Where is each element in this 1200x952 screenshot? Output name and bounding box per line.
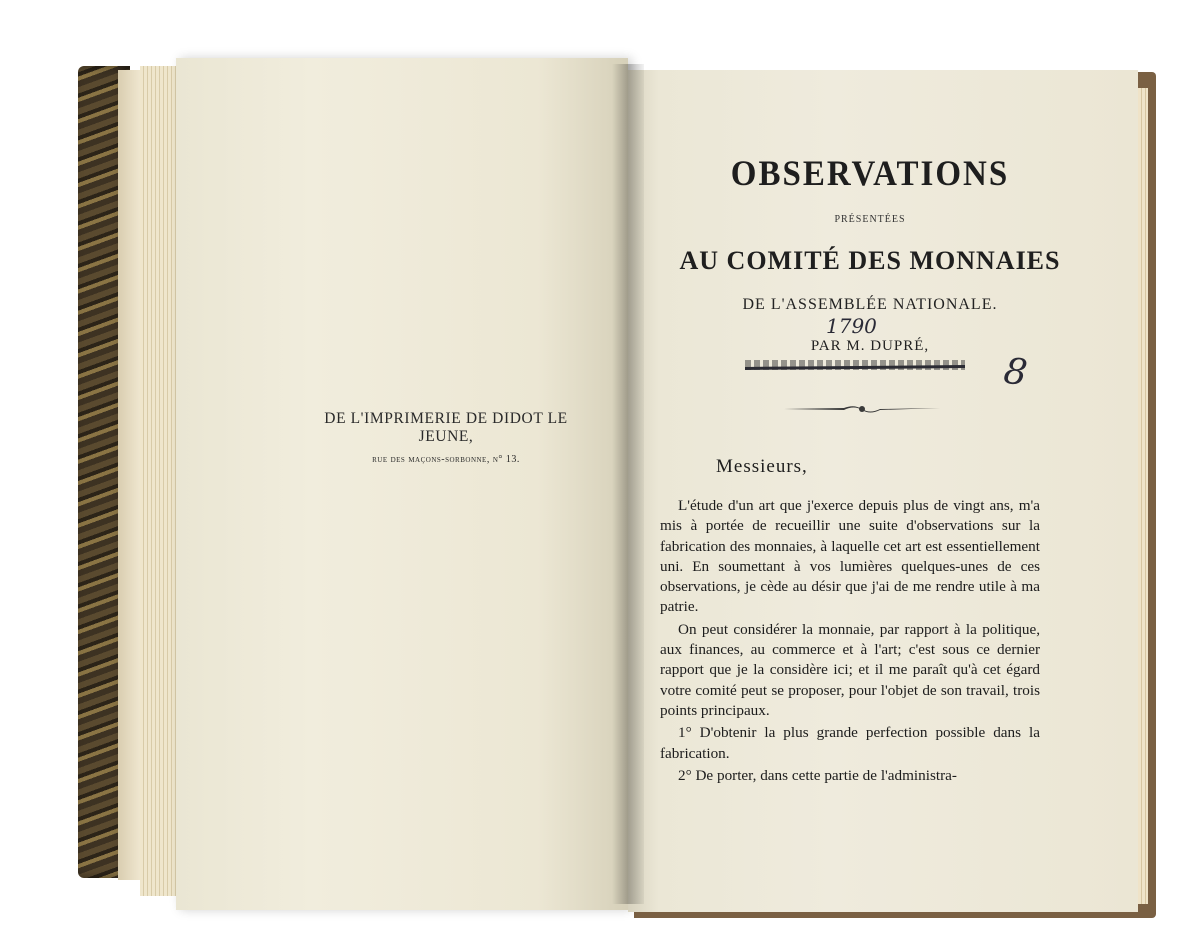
body-text — [660, 496, 1040, 786]
committee-heading: AU COMITÉ DES MONNAIES — [679, 246, 1061, 275]
subtitle: PRÉSENTÉES — [834, 214, 906, 225]
paragraph: On peut considérer la monnaie, par rapport à la politique, aux finances, au commerce et à l'art; c'est sous ce dernier rapport que je la considère ici; et il me paraît qu'à cet égard votre comité peut se proposer, pour l'objet de son travail, trois points principaux. — [660, 620, 1040, 719]
assembly-heading: DE L'ASSEMBLÉE NATIONALE. — [742, 296, 998, 313]
ornament-divider-icon — [784, 402, 940, 416]
printer-imprint — [296, 410, 596, 465]
handwritten-mark: 8 — [1001, 350, 1030, 395]
page-title: OBSERVATIONS — [730, 154, 1010, 194]
imprint-address: rue des maçons-sorbonne, n° 13. — [372, 454, 520, 465]
imprint-printer: DE L'IMPRIMERIE DE DIDOT LE JEUNE, — [324, 410, 568, 445]
endpaper-edge — [118, 70, 140, 880]
paragraph: 2° De porter, dans cette partie de l'administra- — [678, 766, 957, 784]
author-line: PAR M. DUPRÉ, — [810, 338, 930, 354]
left-page — [176, 58, 628, 910]
handwritten-year: 1790 — [826, 314, 877, 338]
salutation: Messieurs, — [716, 456, 808, 477]
paragraph: 1° D'obtenir la plus grande perfection possible dans la fabrication. — [660, 724, 1040, 762]
paragraph: L'étude d'un art que j'exerce depuis plus de vingt ans, m'a mis à portée de recueillir une suite d'observations sur la fabrication des monnaies, à laquelle cet art est essentiellement uni. En soumettant à vos lumières quelques-unes de ces observations, je cède au désir que j'ai de me rendre utile à ma patrie. — [660, 497, 1040, 616]
